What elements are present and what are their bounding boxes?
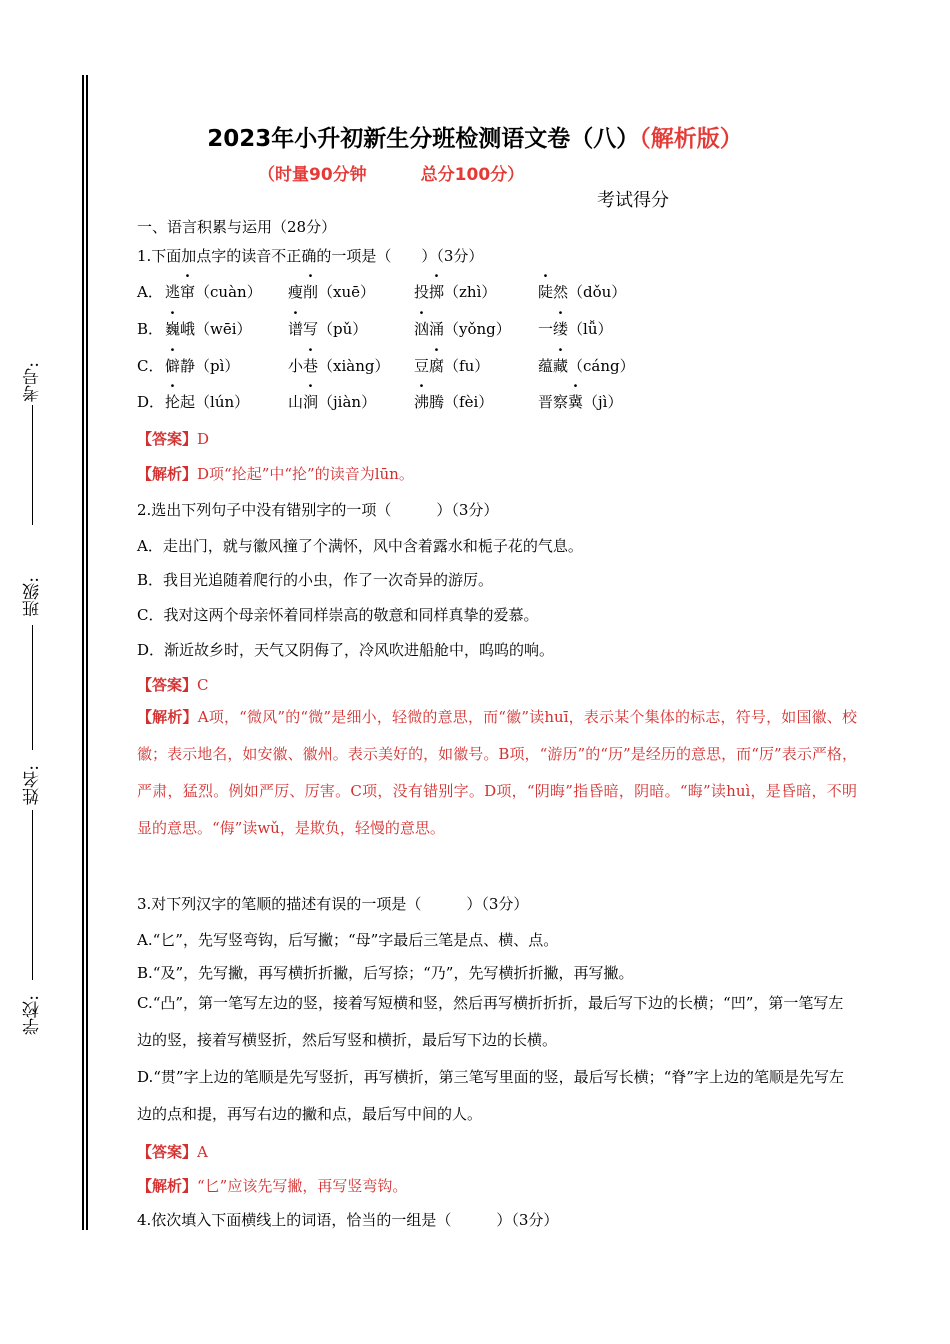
analysis-text: A项，“微风”的“微”是细小，轻微的意思，而“徽”读huī，表示某个集体的标志，符号，如国徽、校徽；表示地名，如安徽、徽州。表示美好的，如徽号。B项，“游历”的“历”是经历的意思，而“厉”表示严格，严肃，猛烈。例如严厉、厉害。C项，没有错别字。D项，“阴晦”指昏暗，阴暗。“晦”读huì，是昏暗，不明显的意思。“侮”读wǔ，是欺负，轻慢的意思。: [137, 708, 857, 837]
q1-row-label: A．: [137, 283, 163, 301]
q1-option-item: [538, 355, 635, 376]
option-text: 一: [538, 320, 554, 338]
answer-tag: 【答案】: [137, 1143, 198, 1161]
option-pinyin: （cuàn）: [195, 283, 262, 301]
option-pinyin: （zhì）: [444, 283, 497, 301]
analysis-tag: 【解析】: [137, 1177, 198, 1195]
option-text: 豆: [414, 357, 430, 375]
dotted-char: 削: [303, 283, 319, 301]
option-text: 晋察: [538, 393, 569, 411]
option-pinyin: （cáng）: [568, 357, 635, 375]
q1-option-item: [165, 281, 262, 302]
option-text: 逃: [165, 283, 181, 301]
option-pinyin: 静（pì）: [180, 357, 240, 375]
class-label: 班级:: [23, 577, 43, 617]
answer-tag: 【答案】: [137, 676, 198, 694]
time-limit: （时量90分钟: [258, 165, 367, 185]
q3-option-b: B.“及”，先写撇，再写横折折撇，后写捺；“乃”，先写横折折撇，再写撇。: [137, 964, 634, 982]
q1-row-label: B．: [137, 320, 164, 338]
q3-stem: 3.对下列汉字的笔顺的描述有误的一项是（ ）（3分）: [137, 895, 529, 913]
dotted-char: 汹: [414, 320, 430, 338]
dotted-char: 冀: [568, 393, 584, 411]
option-pinyin: 涌（yǒng）: [429, 320, 511, 338]
option-text: 瘦: [288, 283, 304, 301]
q2-option-b: B．我目光追随着爬行的小虫，作了一次奇异的游厉。: [137, 571, 494, 589]
option-pinyin: （xuē）: [318, 283, 376, 301]
q1-option-item: [538, 281, 626, 302]
q1-answer: [137, 428, 209, 449]
dotted-char: 腐: [429, 357, 445, 375]
option-pinyin: 写（pǔ）: [303, 320, 368, 338]
title-main: 2023年小升初新生分班检测语文卷（八）: [207, 126, 640, 152]
q2-analysis: [137, 699, 857, 847]
option-pinyin: （fu）: [444, 357, 490, 375]
q3-analysis: [137, 1175, 407, 1196]
option-pinyin: （xiàng）: [318, 357, 390, 375]
analysis-tag: 【解析】: [137, 708, 198, 726]
option-pinyin: （lǚ）: [568, 320, 613, 338]
option-text: 蕴: [538, 357, 554, 375]
title-suffix: （解析版）: [639, 126, 743, 152]
q1-option-item: [288, 318, 367, 339]
q1-option-item: [288, 391, 376, 412]
dotted-char: 涧: [303, 393, 319, 411]
dotted-char: 窜: [180, 283, 196, 301]
name-label: 姓名:: [23, 765, 43, 805]
name-line: [32, 810, 33, 980]
q1-option-item: [288, 355, 390, 376]
answer-value: D: [197, 430, 210, 448]
q3-answer: [137, 1141, 208, 1162]
option-text: 投: [414, 283, 430, 301]
exam-info: [258, 160, 578, 185]
option-pinyin: 腾（fèi）: [429, 393, 494, 411]
q2-option-a: A．走出门，就与徽风撞了个满怀，风中含着露水和栀子花的气息。: [137, 537, 583, 555]
q2-answer: [137, 674, 209, 695]
dotted-char: 巍: [165, 320, 181, 338]
q1-option-item: [414, 391, 493, 412]
page-title: [0, 120, 950, 153]
dotted-char: 陡: [538, 283, 554, 301]
answer-value: A: [197, 1143, 208, 1161]
analysis-text: “匕”应该先写撇，再写竖弯钩。: [197, 1177, 408, 1195]
analysis-tag: 【解析】: [137, 465, 198, 483]
binding-line-left: [82, 75, 84, 1230]
option-pinyin: 然（dǒu）: [553, 283, 627, 301]
dotted-char: 巷: [303, 357, 319, 375]
q3-option-a: A.“匕”，先写竖弯钩，后写撇；“母”字最后三笔是点、横、点。: [137, 931, 559, 949]
school-label: 学校:: [23, 995, 43, 1035]
option-text: 山: [288, 393, 304, 411]
q1-option-item: [414, 281, 496, 302]
q3-option-d: D.“贯”字上边的笔顺是先写竖折，再写横折，第三笔写里面的竖，最后写长横；“脊”字上边的笔顺是先写左边的点和提，再写右边的撇和点，最后写中间的人。: [137, 1068, 844, 1123]
q1-row-label: D．: [137, 393, 165, 411]
q1-option-item: [165, 318, 252, 339]
dotted-char: 藏: [553, 357, 569, 375]
dotted-char: 沸: [414, 393, 430, 411]
answer-tag: 【答案】: [137, 430, 198, 448]
q1-option-item: [414, 318, 511, 339]
q4-stem: 4.依次填入下面横线上的词语，恰当的一组是（ ）（3分）: [137, 1211, 559, 1229]
q1-option-item: [288, 281, 375, 302]
q3-option-c: C.“凸”，第一笔写左边的竖，接着写短横和竖，然后再写横折折折，最后写下边的长横；“凹”，第一笔写左边的竖，接着写横竖折，然后写竖和横折，最后写下边的长横。: [137, 994, 844, 1049]
q1-row-label: C．: [137, 357, 164, 375]
q1-analysis: [137, 463, 414, 484]
q2-stem: 2.选出下列句子中没有错别字的一项（ ）（3分）: [137, 501, 499, 519]
q1-option-item: [165, 355, 239, 376]
q1-stem: 1.下面加点字的读音不正确的一项是（ ）（3分）: [137, 247, 484, 265]
analysis-text: D项“抡起”中“抡”的读音为lūn。: [197, 465, 414, 483]
q1-option-item: [538, 391, 622, 412]
dotted-char: 谱: [288, 320, 304, 338]
q1-option-item: [538, 318, 613, 339]
q2-option-d: D．渐近故乡时，天气又阴侮了，冷风吹进船舱中，呜呜的响。: [137, 641, 555, 659]
option-pinyin: （jì）: [583, 393, 623, 411]
exam-no-line: [32, 405, 33, 525]
option-pinyin: 峨（wēi）: [180, 320, 252, 338]
class-line: [32, 625, 33, 750]
binding-line-right: [86, 75, 88, 1230]
dotted-char: 僻: [165, 357, 181, 375]
q2-option-c: C．我对这两个母亲怀着同样崇高的敬意和同样真挚的爱慕。: [137, 606, 539, 624]
dotted-char: 掷: [429, 283, 445, 301]
exam-no-label: 考号:: [23, 362, 43, 402]
section-heading: 一、语言积累与运用（28分）: [137, 218, 337, 236]
q1-option-item: [165, 391, 249, 412]
option-pinyin: 起（lún）: [180, 393, 250, 411]
q1-option-item: [414, 355, 489, 376]
option-pinyin: （jiàn）: [318, 393, 377, 411]
score-label: 考试得分: [597, 190, 669, 211]
answer-value: C: [197, 676, 209, 694]
dotted-char: 缕: [553, 320, 569, 338]
dotted-char: 抡: [165, 393, 181, 411]
total-score: 总分100分）: [420, 165, 525, 185]
option-text: 小: [288, 357, 304, 375]
